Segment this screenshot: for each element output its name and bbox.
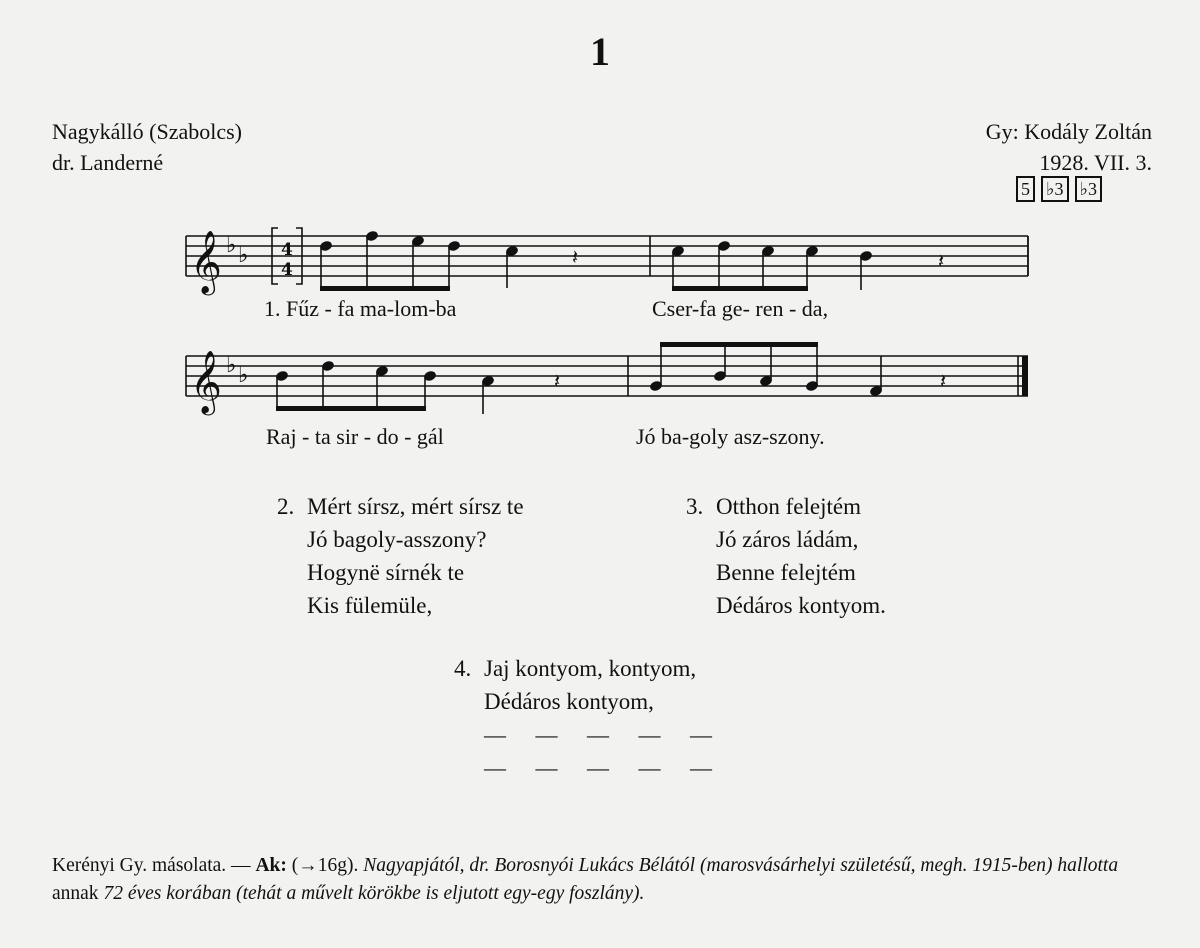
music-score [0,0,1200,460]
verse-dash-row: — — — — — [484,722,724,747]
footnote [52,852,1162,908]
flat-icon: ♭ [238,363,249,388]
verse-line: Kis fülemüle, [307,593,433,618]
origin-singer: dr. Landerné [52,150,164,175]
verse-dash-row: — — — — — [484,755,724,780]
verse-line: Jaj kontyom, kontyom, [484,656,697,681]
tonality-box-3: ♭3 [1075,176,1103,202]
verse-line: Dédáros kontyom, [484,689,654,714]
collector-name: Gy: Kodály Zoltán [985,119,1152,144]
verse-number: 2. [277,494,295,519]
flat-icon: ♭ [238,243,249,268]
tonality-box-1: 5 [1016,176,1035,202]
verse-number: 4. [454,656,472,681]
verse-line: Hogynë sírnék te [307,560,465,585]
lyric-line-1a: 1. Fűz - fa ma-lom-ba [264,296,457,321]
footnote-text: annak [52,883,104,904]
verse-line: Benne felejtém [716,560,856,585]
footnote-text: (→16g). [286,855,364,876]
footnote-text: Kerényi Gy. másolata. — [52,855,256,876]
lyric-line-2b: Jó ba-goly asz-szony. [636,424,825,449]
staff-system-2 [186,342,1028,416]
origin-place: Nagykálló (Szabolcs) [52,119,242,144]
rest-icon: 𝄽 [938,249,945,273]
verse-line: Jó záros ládám, [716,527,859,552]
footnote-italic: 72 éves korában (tehát a művelt körökbe is eljutott egy-egy foszlány). [103,883,645,904]
verse-line: Dédáros kontyom. [716,593,886,618]
page-number: 1 [590,29,610,74]
treble-clef-icon: 𝄞 [190,350,222,413]
footnote-ak-label: Ak: [255,855,287,876]
flat-icon: ♭ [226,353,237,378]
verse-4 [454,652,724,784]
tonality-box-2: ♭3 [1041,176,1069,202]
rest-icon: 𝄽 [554,369,561,393]
footnote-italic: Nagyapjától, dr. Borosnyói Lukács Bélától (marosvásárhelyi születésű, megh. 1915-ben) hallotta [363,855,1119,876]
treble-clef-icon: 𝄞 [190,230,222,293]
verse-3 [686,490,886,622]
beamed-eighths [649,342,818,392]
rest-icon: 𝄽 [940,369,947,393]
beamed-eighths [319,230,460,291]
verse-line: Mért sírsz, mért sírsz te [307,494,524,519]
verse-number: 3. [686,494,704,519]
time-signature-bottom: 4 [281,260,293,280]
rest-icon: 𝄽 [572,245,579,269]
time-signature-top: 4 [281,240,293,260]
lyric-line-1b: Cser-fa ge- ren - da, [652,296,829,321]
verse-2 [277,490,524,622]
flat-icon: ♭ [226,233,237,258]
verse-line: Otthon felejtém [716,494,861,519]
staff-system-1 [186,228,1028,296]
lyric-line-2a: Raj - ta sir - do - gál [266,424,444,449]
verse-line: Jó bagoly-asszony? [307,527,487,552]
collection-date: 1928. VII. 3. [1039,150,1152,175]
